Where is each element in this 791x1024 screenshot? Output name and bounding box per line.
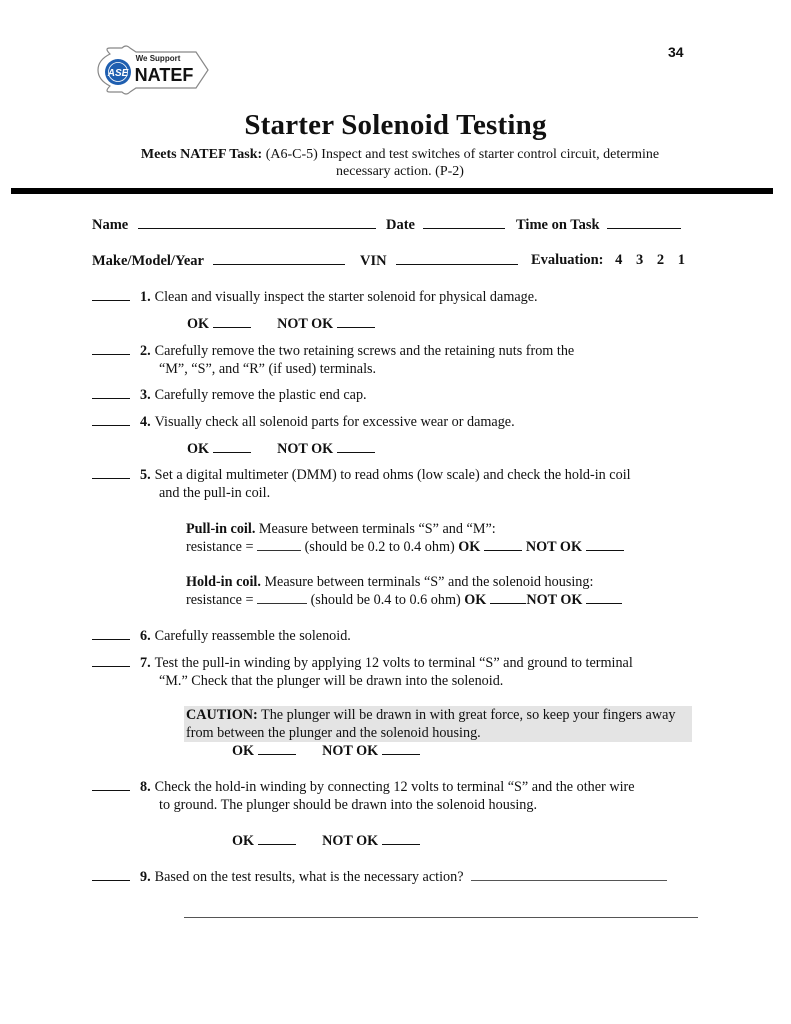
- step-7-checkbox-line[interactable]: [92, 654, 130, 667]
- step-number: 5.: [140, 467, 151, 483]
- step-text-continued: to ground. The plunger should be drawn into the solenoid housing.: [159, 797, 538, 813]
- step-5-checkbox-line[interactable]: [92, 466, 130, 479]
- hold-in-coil-section: [186, 573, 622, 609]
- ok-blank[interactable]: [490, 591, 526, 604]
- step-text: Test the pull-in winding by applying 12 volts to terminal “S” and ground to terminal: [154, 655, 633, 671]
- task-line-1: (A6-C-5) Inspect and test switches of starter control circuit, determine: [262, 147, 660, 162]
- hold-in-resistance-field[interactable]: [257, 591, 307, 604]
- step-8-checkbox-line[interactable]: [92, 778, 130, 791]
- step-1-ok-row: [187, 315, 375, 333]
- step-7: [92, 654, 633, 690]
- step-4: [92, 413, 515, 431]
- step-2-checkbox-line[interactable]: [92, 342, 130, 355]
- not-ok-label: NOT OK: [277, 441, 334, 457]
- step-number: 9.: [140, 869, 151, 885]
- step-number: 1.: [140, 289, 151, 305]
- ok-blank[interactable]: [258, 742, 296, 755]
- name-field[interactable]: [138, 216, 376, 229]
- evaluation-row: [531, 252, 685, 269]
- ok-blank[interactable]: [213, 440, 251, 453]
- vin-row: [360, 252, 518, 270]
- ok-label: OK: [187, 316, 210, 332]
- name-field-row: [92, 216, 376, 234]
- step-text: Check the hold-in winding by connecting 12 volts to terminal “S” and the other wire: [154, 779, 635, 795]
- step-1-checkbox-line[interactable]: [92, 288, 130, 301]
- page-title: Starter Solenoid Testing: [244, 109, 547, 141]
- step-8-ok-row: [232, 832, 420, 850]
- ok-label: OK: [187, 441, 210, 457]
- not-ok-blank[interactable]: [586, 538, 624, 551]
- not-ok-label: NOT OK: [322, 743, 379, 759]
- step-8: [92, 778, 635, 814]
- time-field-row: [516, 216, 681, 234]
- step-text: Based on the test results, what is the necessary action?: [154, 869, 464, 885]
- step-number: 6.: [140, 628, 151, 644]
- natef-logo: [96, 44, 216, 96]
- ok-label: OK: [458, 539, 481, 555]
- step-number: 8.: [140, 779, 151, 795]
- date-label: Date: [386, 217, 415, 233]
- not-ok-label: NOT OK: [526, 592, 583, 608]
- logo-org: NATEF: [134, 65, 194, 85]
- step-text: Carefully remove the two retaining screws and the retaining nuts from the: [154, 343, 575, 359]
- step-4-checkbox-line[interactable]: [92, 413, 130, 426]
- date-field-row: [386, 216, 505, 234]
- time-on-task-field[interactable]: [607, 216, 681, 229]
- caution-label: CAUTION:: [186, 707, 258, 723]
- hold-in-label: Hold-in coil.: [186, 574, 261, 590]
- step-5: [92, 466, 631, 502]
- time-on-task-label: Time on Task: [516, 217, 600, 233]
- step-4-ok-row: [187, 440, 375, 458]
- ok-blank[interactable]: [484, 538, 522, 551]
- step-7-ok-row: [232, 742, 420, 760]
- ok-label: OK: [464, 592, 487, 608]
- necessary-action-field[interactable]: [471, 868, 667, 881]
- hold-in-text: Measure between terminals “S” and the solenoid housing:: [260, 574, 594, 590]
- natef-key-logo-icon: [96, 44, 216, 96]
- pull-in-spec: (should be 0.2 to 0.4 ohm): [301, 539, 459, 555]
- task-line-2: necessary action. (P-2): [336, 164, 464, 179]
- step-1: [92, 288, 538, 306]
- step-number: 7.: [140, 655, 151, 671]
- evaluation-option-4[interactable]: 4: [615, 252, 623, 268]
- step-number: 3.: [140, 387, 151, 403]
- evaluation-option-3[interactable]: 3: [636, 252, 644, 268]
- step-3: [92, 386, 367, 404]
- step-6-checkbox-line[interactable]: [92, 627, 130, 640]
- make-model-year-field[interactable]: [213, 252, 345, 265]
- ok-blank[interactable]: [213, 315, 251, 328]
- ase-badge-text: ASE: [107, 68, 129, 79]
- step-number: 4.: [140, 414, 151, 430]
- not-ok-label: NOT OK: [277, 316, 334, 332]
- date-field[interactable]: [423, 216, 505, 229]
- task-label: Meets NATEF Task:: [140, 147, 263, 162]
- step-9: [92, 868, 667, 886]
- not-ok-blank[interactable]: [586, 591, 622, 604]
- name-label: Name: [92, 217, 129, 233]
- evaluation-option-1[interactable]: 1: [677, 252, 686, 268]
- vin-label: VIN: [360, 253, 387, 269]
- caution-text: The plunger will be drawn in with great force, so keep your fingers away from between the plunger and the solenoid housing.: [186, 707, 676, 741]
- make-model-year-row: [92, 252, 345, 270]
- ok-label: OK: [232, 743, 255, 759]
- logo-tagline: We Support: [135, 54, 181, 63]
- step-3-checkbox-line[interactable]: [92, 386, 130, 399]
- pull-in-text: Measure between terminals “S” and “M”:: [255, 521, 496, 537]
- step-text: Set a digital multimeter (DMM) to read ohms (low scale) and check the hold-in coil: [154, 467, 631, 483]
- caution-box: [184, 706, 692, 742]
- make-model-year-label: Make/Model/Year: [92, 253, 204, 269]
- step-2: [92, 342, 574, 378]
- evaluation-label: Evaluation:: [531, 252, 604, 268]
- not-ok-blank[interactable]: [382, 832, 420, 845]
- step-text-continued: “M.” Check that the plunger will be drawn into the solenoid.: [159, 673, 504, 689]
- necessary-action-field-line-2[interactable]: [184, 917, 698, 918]
- step-text-continued: and the pull-in coil.: [159, 485, 271, 501]
- not-ok-blank[interactable]: [382, 742, 420, 755]
- page-number: 34: [668, 44, 684, 60]
- not-ok-label: NOT OK: [525, 539, 582, 555]
- not-ok-blank[interactable]: [337, 440, 375, 453]
- vin-field[interactable]: [396, 252, 518, 265]
- step-text: Clean and visually inspect the starter solenoid for physical damage.: [154, 289, 538, 305]
- hold-in-spec: (should be 0.4 to 0.6 ohm): [307, 592, 465, 608]
- step-6: [92, 627, 351, 645]
- resistance-label: resistance =: [186, 539, 258, 555]
- header-divider: [11, 188, 773, 194]
- step-text: Carefully remove the plastic end cap.: [154, 387, 367, 403]
- ok-blank[interactable]: [258, 832, 296, 845]
- evaluation-option-2[interactable]: 2: [656, 252, 665, 268]
- pull-in-resistance-field[interactable]: [257, 538, 301, 551]
- ok-label: OK: [232, 833, 255, 849]
- step-text: Visually check all solenoid parts for excessive wear or damage.: [154, 414, 515, 430]
- step-number: 2.: [140, 343, 151, 359]
- not-ok-blank[interactable]: [337, 315, 375, 328]
- step-9-checkbox-line[interactable]: [92, 868, 130, 881]
- step-text: Carefully reassemble the solenoid.: [154, 628, 351, 644]
- task-description: [90, 146, 710, 180]
- resistance-label: resistance =: [186, 592, 258, 608]
- pull-in-label: Pull-in coil.: [186, 521, 256, 537]
- pull-in-coil-section: [186, 520, 624, 556]
- step-text-continued: “M”, “S”, and “R” (if used) terminals.: [159, 361, 377, 377]
- not-ok-label: NOT OK: [322, 833, 379, 849]
